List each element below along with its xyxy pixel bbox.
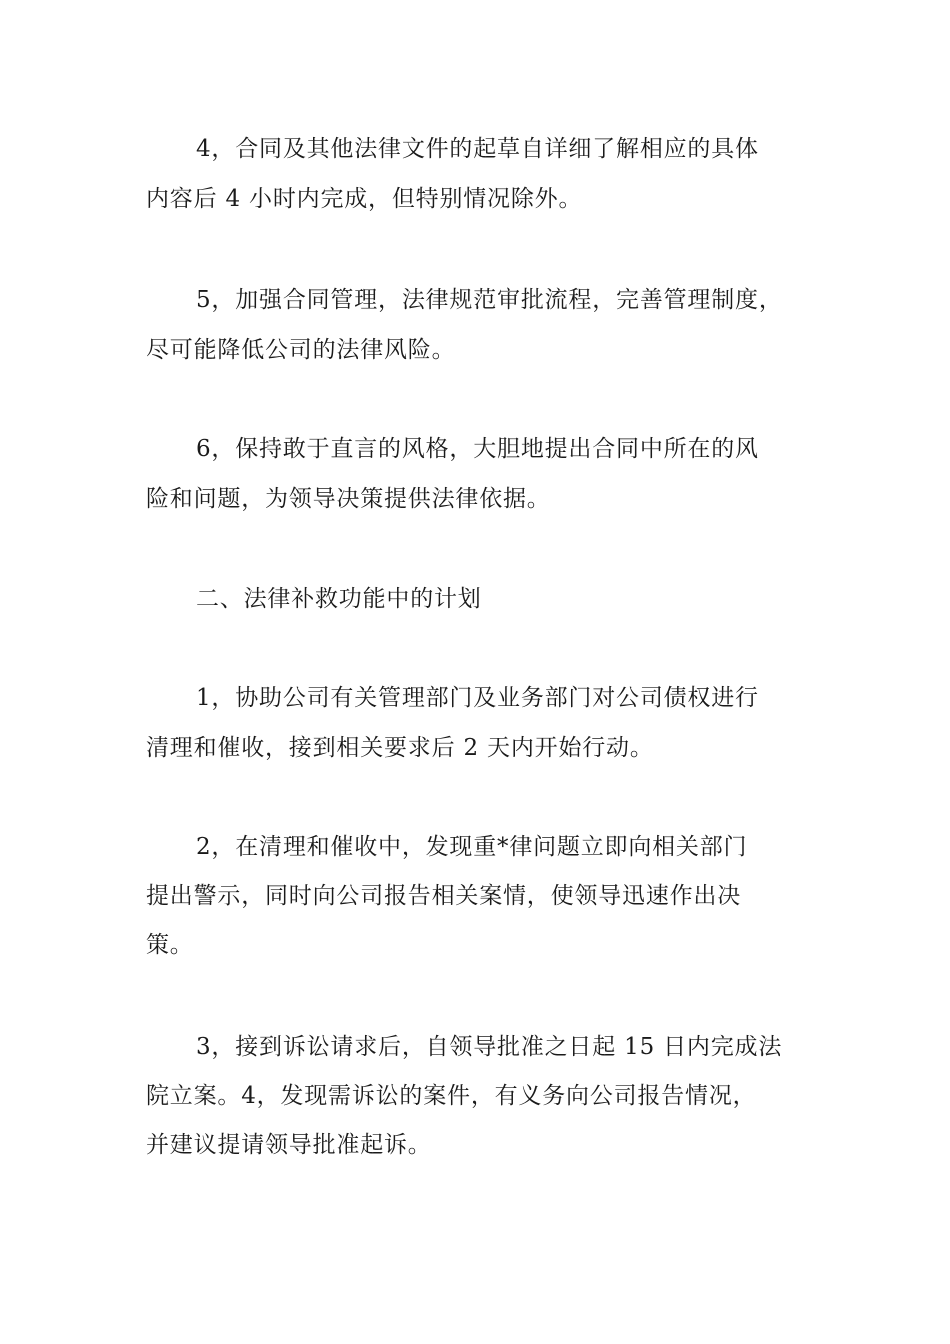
paragraph-7-line-2: 院立案。4，发现需诉讼的案件，有义务向公司报告情况， bbox=[146, 1083, 757, 1109]
paragraph-2-line-2: 尽可能降低公司的法律风险。 bbox=[146, 337, 456, 363]
paragraph-6-line-3: 策。 bbox=[146, 932, 194, 958]
paragraph-6-line-1: 2，在清理和催收中，发现重*律问题立即向相关部门 bbox=[196, 834, 748, 860]
paragraph-5-line-1: 1，协助公司有关管理部门及业务部门对公司债权进行 bbox=[196, 685, 759, 711]
paragraph-7-line-3: 并建议提请领导批准起诉。 bbox=[146, 1132, 432, 1158]
paragraph-1-line-1: 4，合同及其他法律文件的起草自详细了解相应的具体 bbox=[196, 136, 759, 162]
paragraph-3-line-1: 6，保持敢于直言的风格，大胆地提出合同中所在的风 bbox=[196, 436, 759, 462]
paragraph-5-line-2: 清理和催收，接到相关要求后 2 天内开始行动。 bbox=[146, 735, 654, 761]
paragraph-2-line-1: 5，加强合同管理，法律规范审批流程，完善管理制度， bbox=[196, 287, 783, 313]
paragraph-7-line-1: 3，接到诉讼请求后，自领导批准之日起 15 日内完成法 bbox=[196, 1034, 783, 1060]
section-heading: 二、法律补救功能中的计划 bbox=[196, 586, 482, 612]
paragraph-1-line-2: 内容后 4 小时内完成，但特别情况除外。 bbox=[146, 186, 583, 212]
paragraph-3-line-2: 险和问题，为领导决策提供法律依据。 bbox=[146, 486, 551, 512]
paragraph-6-line-2: 提出警示，同时向公司报告相关案情，使领导迅速作出决 bbox=[146, 883, 741, 909]
